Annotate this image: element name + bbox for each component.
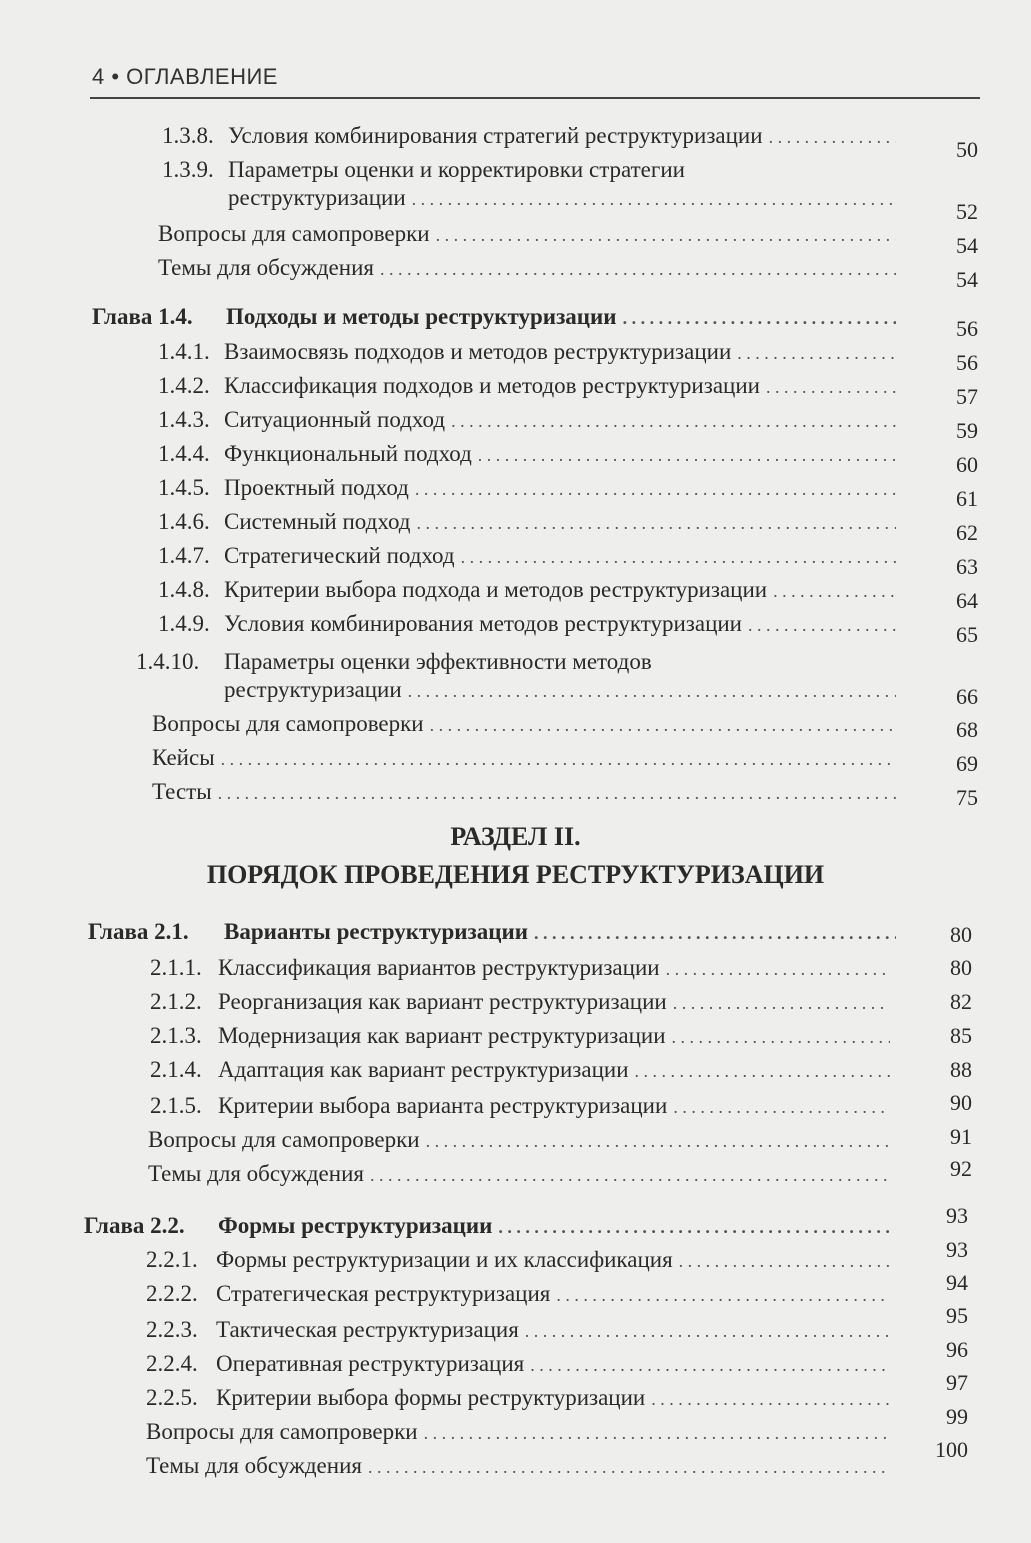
page-number: 100 (935, 1437, 968, 1462)
dot-leader (218, 779, 896, 807)
page-number: 91 (950, 1124, 972, 1149)
dot-leader (368, 1453, 890, 1481)
section-heading-line1: РАЗДЕЛ II. (450, 822, 581, 851)
page-number: 80 (950, 955, 972, 980)
toc-chapter (88, 918, 902, 947)
dot-leader (424, 1419, 890, 1447)
toc-entry (146, 1418, 896, 1447)
entry-title: Реорганизация как вариант реструктуризации (218, 989, 667, 1014)
toc-entry (146, 1350, 896, 1379)
toc-entry (158, 254, 902, 283)
entry-title-line1: Параметры оценки и корректировки стратегии (228, 157, 685, 182)
page-number: 90 (950, 1090, 972, 1115)
entry-number: 1.4.9. (158, 611, 210, 636)
dot-leader (525, 1317, 890, 1345)
dot-leader (461, 543, 896, 571)
entry-title: Взаимосвязь подходов и методов реструктуризации (224, 339, 732, 364)
entry-title: Темы для обсуждения (158, 255, 374, 280)
entry-number: 2.2.3. (146, 1317, 198, 1342)
entry-title: Вопросы для самопроверки (158, 221, 430, 246)
dot-leader (737, 339, 896, 367)
dot-leader (773, 577, 896, 605)
entry-number: 1.4.8. (158, 577, 210, 602)
page-number: 54 (956, 233, 978, 258)
toc-entry (224, 676, 902, 705)
entry-title: Темы для обсуждения (148, 1161, 364, 1186)
toc-entry (158, 220, 902, 249)
page-number: 68 (956, 717, 978, 742)
page-number: 82 (950, 989, 972, 1014)
dot-leader (380, 255, 896, 283)
entry-number: 2.1.1. (150, 955, 202, 980)
entry-number: 1.3.9. (162, 157, 214, 182)
page-number: 69 (956, 751, 978, 776)
page-number: 56 (956, 350, 978, 375)
dot-leader (417, 509, 896, 537)
entry-title: Ситуационный подход (224, 407, 446, 432)
entry-title: Вопросы для самопроверки (148, 1127, 420, 1152)
entry-number: 2.1.2. (150, 989, 202, 1014)
chapter-number: Глава 2.1. (88, 919, 189, 944)
toc-entry (150, 1022, 896, 1051)
page-number: 95 (946, 1303, 968, 1328)
chapter-number: Глава 2.2. (84, 1213, 185, 1238)
dot-leader (672, 1023, 890, 1051)
page-number: 93 (946, 1203, 968, 1228)
page-number: 93 (946, 1237, 968, 1262)
entry-title: Кейсы (152, 745, 215, 770)
running-head: 4 • ОГЛАВЛЕНИЕ (92, 64, 278, 89)
page-number: 75 (956, 785, 978, 810)
page-number: 92 (950, 1156, 972, 1181)
page-number: 54 (956, 267, 978, 292)
entry-number: 1.4.3. (158, 407, 210, 432)
chapter-title: Подходы и методы реструктуризации (226, 304, 617, 329)
toc-entry (152, 744, 902, 773)
toc-entry (150, 988, 896, 1017)
page-number: 85 (950, 1023, 972, 1048)
dot-leader (451, 407, 896, 435)
entry-title-line2: реструктуризации (228, 185, 406, 210)
dot-leader (370, 1161, 890, 1189)
entry-title: Стратегическая реструктуризация (216, 1281, 551, 1306)
entry-number: 2.1.5. (150, 1093, 202, 1118)
toc-chapter (84, 1212, 896, 1241)
entry-number: 1.4.7. (158, 543, 210, 568)
page-number: 61 (956, 486, 978, 511)
page-number: 50 (956, 137, 978, 162)
toc-entry (158, 440, 902, 469)
entry-title: Темы для обсуждения (146, 1453, 362, 1478)
dot-leader (666, 955, 890, 983)
page-number: 52 (956, 199, 978, 224)
toc-entry (158, 576, 902, 605)
entry-title-line2: реструктуризации (224, 677, 402, 702)
page-number: 56 (956, 316, 978, 341)
page-number: 60 (956, 452, 978, 477)
entry-number: 2.2.1. (146, 1247, 198, 1272)
toc-entry (146, 1452, 896, 1481)
toc-entry (150, 1056, 896, 1085)
page-number: 62 (956, 520, 978, 545)
entry-number: 2.2.2. (146, 1281, 198, 1306)
toc-entry (158, 338, 902, 367)
dot-leader (673, 1093, 890, 1121)
toc-entry (158, 474, 902, 503)
dot-leader (766, 373, 896, 401)
entry-number: 1.4.2. (158, 373, 210, 398)
entry-number: 1.4.5. (158, 475, 210, 500)
entry-number: 1.4.4. (158, 441, 210, 466)
dot-leader (679, 1247, 890, 1275)
dot-leader (430, 711, 896, 739)
entry-number: 1.3.8. (162, 123, 214, 148)
dot-leader (556, 1281, 890, 1309)
dot-leader (748, 611, 896, 639)
entry-number: 2.1.3. (150, 1023, 202, 1048)
page-number: 88 (950, 1057, 972, 1082)
page-number: 97 (946, 1370, 968, 1395)
dot-leader (478, 441, 896, 469)
entry-title: Вопросы для самопроверки (152, 711, 424, 736)
dot-leader (623, 304, 896, 332)
toc-entry (152, 710, 902, 739)
toc-entry (146, 1384, 896, 1413)
chapter-title: Варианты реструктуризации (224, 919, 528, 944)
dot-leader (415, 475, 896, 503)
entry-title: Системный подход (224, 509, 411, 534)
entry-title: Критерии выбора варианта реструктуризации (218, 1093, 668, 1118)
entry-title: Тесты (152, 779, 212, 804)
entry-title: Функциональный подход (224, 441, 472, 466)
toc-entry (146, 1316, 896, 1345)
entry-number: 2.1.4. (150, 1057, 202, 1082)
toc-chapter (92, 303, 902, 332)
page-number: 57 (956, 384, 978, 409)
page-number: 66 (956, 684, 978, 709)
page-number: 65 (956, 622, 978, 647)
toc-entry (150, 954, 896, 983)
entry-number: 1.4.10. (136, 649, 200, 674)
entry-title-line1: Параметры оценки эффективности методов (224, 649, 652, 674)
entry-title: Классификация вариантов реструктуризации (218, 955, 660, 980)
toc-entry (162, 122, 902, 151)
entry-title: Проектный подход (224, 475, 409, 500)
page-number: 63 (956, 554, 978, 579)
dot-leader (221, 745, 896, 773)
entry-title: Критерии выбора подхода и методов реструктуризации (224, 577, 768, 602)
entry-number: 1.4.1. (158, 339, 210, 364)
toc-entry (228, 184, 902, 213)
entry-title: Вопросы для самопроверки (146, 1419, 418, 1444)
toc-entry (158, 542, 902, 571)
page-number: 99 (946, 1404, 968, 1429)
toc-entry (152, 778, 902, 807)
entry-title: Стратегический подход (224, 543, 455, 568)
dot-leader (769, 123, 896, 151)
dot-leader (408, 677, 896, 705)
dot-leader (530, 1351, 890, 1379)
page-number: 80 (950, 922, 972, 947)
section-heading-line2: ПОРЯДОК ПРОВЕДЕНИЯ РЕСТРУКТУРИЗАЦИИ (206, 860, 825, 889)
toc-entry (148, 1160, 896, 1189)
dot-leader (498, 1213, 890, 1241)
toc-entry (148, 1126, 896, 1155)
entry-number: 2.2.4. (146, 1351, 198, 1376)
toc-entry (158, 610, 902, 639)
entry-title: Оперативная реструктуризация (216, 1351, 525, 1376)
toc-entry (146, 1246, 896, 1275)
entry-title: Адаптация как вариант реструктуризации (218, 1057, 629, 1082)
page-number: 64 (956, 588, 978, 613)
toc-entry (158, 406, 902, 435)
page-number: 59 (956, 418, 978, 443)
chapter-title: Формы реструктуризации (218, 1213, 493, 1238)
dot-leader (412, 185, 896, 213)
toc-entry (146, 1280, 896, 1309)
entry-title: Тактическая реструктуризация (216, 1317, 519, 1342)
entry-number: 2.2.5. (146, 1385, 198, 1410)
toc-entry (158, 508, 902, 537)
dot-leader (651, 1385, 890, 1413)
page-number: 96 (946, 1337, 968, 1362)
entry-title: Условия комбинирования стратегий реструктуризации (228, 123, 763, 148)
dot-leader (635, 1057, 890, 1085)
dot-leader (426, 1127, 890, 1155)
page-number: 94 (946, 1270, 968, 1295)
chapter-number: Глава 1.4. (92, 304, 193, 329)
dot-leader (673, 989, 890, 1017)
entry-title: Критерии выбора формы реструктуризации (216, 1385, 646, 1410)
entry-title: Классификация подходов и методов реструктуризации (224, 373, 760, 398)
entry-number: 1.4.6. (158, 509, 210, 534)
entry-title: Условия комбинирования методов реструктуризации (224, 611, 742, 636)
toc-entry (150, 1092, 896, 1121)
entry-title: Формы реструктуризации и их классификация (216, 1247, 673, 1272)
entry-title: Модернизация как вариант реструктуризации (218, 1023, 666, 1048)
dot-leader (534, 919, 896, 947)
dot-leader (436, 221, 896, 249)
toc-entry (158, 372, 902, 401)
